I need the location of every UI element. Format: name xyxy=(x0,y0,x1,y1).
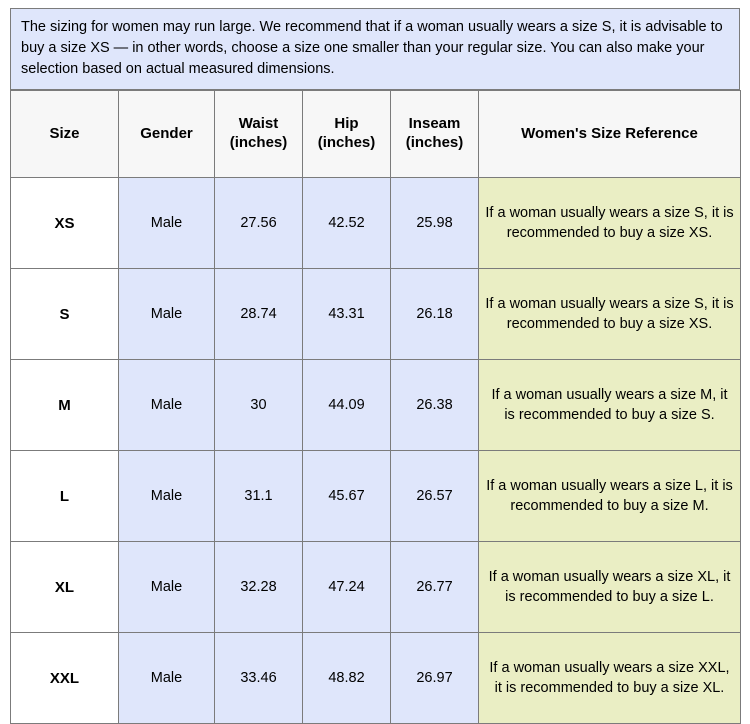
cell-waist: 27.56 xyxy=(215,178,303,269)
table-row xyxy=(11,542,741,633)
cell-reference: If a woman usually wears a size XXL, it is recommended to buy a size XL. xyxy=(479,633,741,724)
cell-reference: If a woman usually wears a size M, it is recommended to buy a size S. xyxy=(479,360,741,451)
cell-size: XXL xyxy=(11,633,119,724)
cell-hip: 42.52 xyxy=(303,178,391,269)
header-hip-label: Hip xyxy=(334,115,359,133)
size-chart-table xyxy=(10,90,741,724)
cell-gender: Male xyxy=(119,633,215,724)
header-waist xyxy=(215,91,303,178)
cell-inseam: 26.18 xyxy=(391,269,479,360)
cell-inseam: 26.38 xyxy=(391,360,479,451)
cell-reference: If a woman usually wears a size L, it is recommended to buy a size M. xyxy=(479,451,741,542)
cell-gender: Male xyxy=(119,360,215,451)
cell-hip: 47.24 xyxy=(303,542,391,633)
cell-size: L xyxy=(11,451,119,542)
cell-gender: Male xyxy=(119,269,215,360)
cell-gender: Male xyxy=(119,542,215,633)
cell-gender: Male xyxy=(119,451,215,542)
sizing-note: The sizing for women may run large. We recommend that if a woman usually wears a size S, it is advisable to buy a size XS — in other words, choose a size one smaller than your regular size. You can also make your selection based on actual measured dimensions. xyxy=(10,8,740,90)
header-inseam-label: Inseam xyxy=(408,115,461,133)
cell-reference: If a woman usually wears a size XL, it is recommended to buy a size L. xyxy=(479,542,741,633)
cell-gender: Male xyxy=(119,178,215,269)
cell-waist: 32.28 xyxy=(215,542,303,633)
header-inseam-unit: (inches) xyxy=(405,134,464,152)
table-body xyxy=(11,178,741,724)
cell-size: XS xyxy=(11,178,119,269)
cell-waist: 33.46 xyxy=(215,633,303,724)
header-waist-unit: (inches) xyxy=(229,134,288,152)
table-row xyxy=(11,269,741,360)
table-row xyxy=(11,451,741,542)
cell-hip: 45.67 xyxy=(303,451,391,542)
table-header xyxy=(11,91,741,178)
header-hip-unit: (inches) xyxy=(317,134,376,152)
header-waist-label: Waist xyxy=(238,115,279,133)
header-reference xyxy=(479,91,741,178)
cell-hip: 44.09 xyxy=(303,360,391,451)
header-row xyxy=(11,91,741,178)
cell-hip: 48.82 xyxy=(303,633,391,724)
header-gender-label: Gender xyxy=(140,124,193,142)
cell-waist: 31.1 xyxy=(215,451,303,542)
cell-size: S xyxy=(11,269,119,360)
header-reference-label: Women's Size Reference xyxy=(521,124,698,142)
cell-hip: 43.31 xyxy=(303,269,391,360)
header-hip xyxy=(303,91,391,178)
header-gender xyxy=(119,91,215,178)
cell-size: M xyxy=(11,360,119,451)
cell-inseam: 26.97 xyxy=(391,633,479,724)
cell-waist: 28.74 xyxy=(215,269,303,360)
cell-reference: If a woman usually wears a size S, it is recommended to buy a size XS. xyxy=(479,178,741,269)
table-row xyxy=(11,178,741,269)
cell-reference: If a woman usually wears a size S, it is recommended to buy a size XS. xyxy=(479,269,741,360)
cell-inseam: 26.77 xyxy=(391,542,479,633)
table-row xyxy=(11,360,741,451)
cell-inseam: 26.57 xyxy=(391,451,479,542)
header-size xyxy=(11,91,119,178)
header-inseam xyxy=(391,91,479,178)
header-size-label: Size xyxy=(49,124,80,142)
cell-size: XL xyxy=(11,542,119,633)
cell-waist: 30 xyxy=(215,360,303,451)
cell-inseam: 25.98 xyxy=(391,178,479,269)
